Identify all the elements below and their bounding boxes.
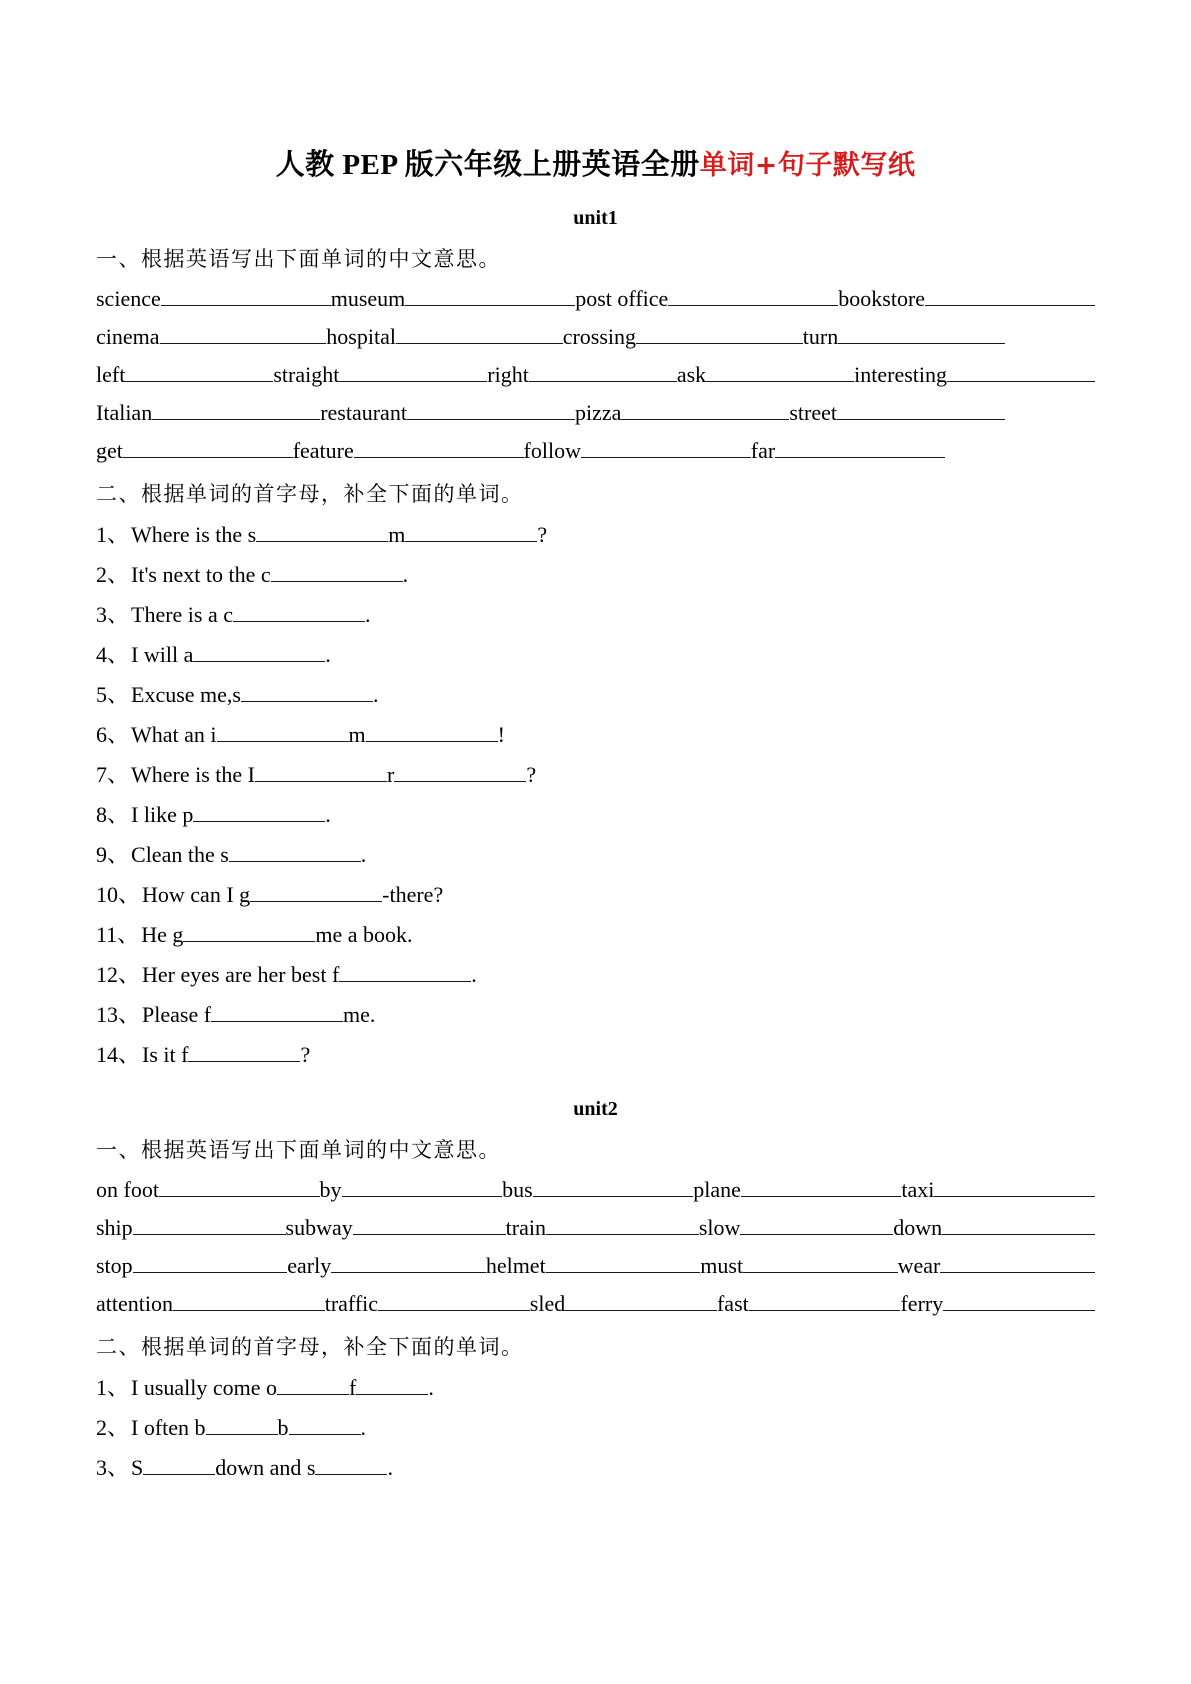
vocab-row xyxy=(96,279,1095,317)
item-text: He g xyxy=(141,922,184,947)
answer-blank[interactable] xyxy=(255,762,387,782)
vocab-word: on foot xyxy=(96,1177,159,1202)
answer-blank[interactable] xyxy=(256,522,388,542)
vocab-word: Italian xyxy=(96,400,153,425)
item-text: Please f xyxy=(142,1002,212,1027)
answer-blank[interactable] xyxy=(183,922,315,942)
unit-heading-1: unit1 xyxy=(573,207,618,229)
vocab-blank[interactable] xyxy=(636,324,803,344)
item-text-mid: r xyxy=(387,762,395,787)
sentence-item xyxy=(96,834,1095,874)
vocab-row xyxy=(96,393,1095,431)
item-text: Clean the s xyxy=(131,842,229,867)
vocab-word: early xyxy=(287,1253,332,1278)
item-number: 6、 xyxy=(96,722,130,747)
sentence-item xyxy=(96,514,1095,554)
vocab-word: helmet xyxy=(485,1253,546,1278)
vocab-word: plane xyxy=(693,1177,741,1202)
item-text: S xyxy=(131,1455,144,1480)
item-number: 2、 xyxy=(96,562,130,587)
vocab-word: museum xyxy=(330,286,406,311)
vocab-blank[interactable] xyxy=(123,438,293,458)
item-tail: . xyxy=(428,1375,434,1400)
vocab-blank[interactable] xyxy=(378,1291,530,1311)
vocab-blank[interactable] xyxy=(621,400,789,420)
vocab-word: turn xyxy=(802,324,839,349)
item-text-mid: m xyxy=(388,522,406,547)
vocab-blank[interactable] xyxy=(706,362,854,382)
sentence-item xyxy=(96,994,1095,1034)
section-heading-u1-part1: 一、根据英语写出下面单词的中文意思。 xyxy=(96,247,501,271)
vocab-row xyxy=(96,317,1095,355)
item-text: Where is the s xyxy=(131,522,257,547)
vocab-word: far xyxy=(750,438,776,463)
sentence-item xyxy=(96,754,1095,794)
item-text-mid: f xyxy=(349,1375,357,1400)
vocab-blank[interactable] xyxy=(925,286,1095,306)
answer-blank[interactable] xyxy=(143,1455,215,1475)
vocab-word: subway xyxy=(285,1215,353,1240)
answer-blank[interactable] xyxy=(229,842,361,862)
vocab-blank[interactable] xyxy=(353,1215,506,1235)
vocab-blank[interactable] xyxy=(529,362,677,382)
vocab-blank[interactable] xyxy=(533,1177,694,1197)
vocab-word: bus xyxy=(502,1177,533,1202)
answer-blank[interactable] xyxy=(277,1375,349,1395)
item-tail: me a book. xyxy=(315,922,413,947)
section-heading-u2-part2: 二、根据单词的首字母，补全下面的单词。 xyxy=(96,1335,524,1359)
vocab-word: ship xyxy=(96,1215,133,1240)
item-number: 13、 xyxy=(96,1002,141,1027)
vocab-blank[interactable] xyxy=(565,1291,717,1311)
sentence-item xyxy=(96,634,1095,674)
vocab-row xyxy=(96,1170,1095,1208)
item-tail: . xyxy=(360,1415,367,1440)
vocab-word: attention xyxy=(96,1291,173,1316)
sentence-item xyxy=(96,1407,1095,1447)
vocab-blank[interactable] xyxy=(838,324,1005,344)
answer-blank[interactable] xyxy=(271,562,403,582)
answer-blank[interactable] xyxy=(193,802,325,822)
vocab-word: left xyxy=(96,362,126,387)
sentence-item xyxy=(96,914,1095,954)
item-tail: . xyxy=(372,682,379,707)
item-number: 10、 xyxy=(96,882,141,907)
vocab-blank[interactable] xyxy=(354,438,524,458)
item-text: It's next to the c xyxy=(131,562,271,587)
vocab-blank[interactable] xyxy=(133,1253,288,1273)
sentence-item xyxy=(96,594,1095,634)
item-tail: . xyxy=(402,562,409,587)
item-text: What an i xyxy=(131,722,217,747)
item-text: Is it f xyxy=(142,1042,189,1067)
unit-heading-2: unit2 xyxy=(573,1098,618,1120)
vocab-word: get xyxy=(96,438,123,463)
vocab-blank[interactable] xyxy=(133,1215,286,1235)
vocab-word: bookstore xyxy=(838,286,926,311)
vocab-word: science xyxy=(96,286,161,311)
item-number: 11、 xyxy=(96,922,140,947)
page-title xyxy=(96,0,1095,183)
vocab-word: taxi xyxy=(901,1177,935,1202)
answer-blank[interactable] xyxy=(315,1455,387,1475)
item-number: 3、 xyxy=(96,602,130,627)
vocab-word: by xyxy=(319,1177,342,1202)
item-text: I usually come o xyxy=(131,1375,278,1400)
answer-blank[interactable] xyxy=(193,642,325,662)
answer-blank[interactable] xyxy=(241,682,373,702)
item-number: 1、 xyxy=(96,1375,130,1400)
vocab-word: straight xyxy=(273,362,340,387)
sentence-item xyxy=(96,954,1095,994)
item-number: 3、 xyxy=(96,1455,130,1480)
vocab-word: crossing xyxy=(562,324,637,349)
vocab-blank[interactable] xyxy=(125,362,273,382)
answer-blank[interactable] xyxy=(250,882,382,902)
item-tail: . xyxy=(387,1455,393,1480)
vocab-row xyxy=(96,355,1095,393)
sentence-item xyxy=(96,554,1095,594)
answer-blank[interactable] xyxy=(289,1415,361,1435)
item-number: 1、 xyxy=(96,522,130,547)
vocab-blank[interactable] xyxy=(749,1291,901,1311)
vocab-blank[interactable] xyxy=(837,400,1005,420)
item-text: How can I g xyxy=(142,882,251,907)
vocab-blank[interactable] xyxy=(743,1253,898,1273)
vocab-word: follow xyxy=(523,438,581,463)
item-tail: ? xyxy=(300,1042,311,1067)
vocab-blank[interactable] xyxy=(339,362,487,382)
vocab-word: sled xyxy=(529,1291,566,1316)
vocab-blank[interactable] xyxy=(161,286,331,306)
answer-blank[interactable] xyxy=(233,602,365,622)
item-text: Where is the I xyxy=(131,762,256,787)
item-tail: . xyxy=(325,642,331,667)
vocab-blank[interactable] xyxy=(741,1177,902,1197)
vocab-row xyxy=(96,1284,1095,1322)
vocab-blank[interactable] xyxy=(396,324,563,344)
sentence-item xyxy=(96,1367,1095,1407)
vocab-word: interesting xyxy=(854,362,948,387)
vocab-word: restaurant xyxy=(320,400,407,425)
vocab-word: ask xyxy=(676,362,707,387)
vocab-blank[interactable] xyxy=(173,1291,325,1311)
vocab-blank[interactable] xyxy=(152,400,320,420)
answer-blank[interactable] xyxy=(206,1415,278,1435)
vocab-word: fast xyxy=(716,1291,749,1316)
vocab-blank[interactable] xyxy=(943,1291,1095,1311)
vocab-blank[interactable] xyxy=(546,1253,701,1273)
vocab-blank[interactable] xyxy=(331,1253,486,1273)
sentence-item xyxy=(96,674,1095,714)
item-text: Excuse me,s xyxy=(131,682,241,707)
vocab-row xyxy=(96,1208,1095,1246)
vocab-blank[interactable] xyxy=(940,1253,1095,1273)
vocab-blank[interactable] xyxy=(546,1215,699,1235)
item-text: Her eyes are her best f xyxy=(142,962,340,987)
vocab-word: traffic xyxy=(324,1291,379,1316)
vocab-blank[interactable] xyxy=(159,1177,320,1197)
vocab-word: feature xyxy=(292,438,354,463)
item-number: 9、 xyxy=(96,842,130,867)
item-text: I will a xyxy=(131,642,194,667)
answer-blank[interactable] xyxy=(366,722,498,742)
vocab-word: pizza xyxy=(574,400,622,425)
vocab-blank[interactable] xyxy=(581,438,751,458)
item-number: 8、 xyxy=(96,802,130,827)
vocab-word: wear xyxy=(897,1253,941,1278)
item-text: I like p xyxy=(131,802,194,827)
answer-blank[interactable] xyxy=(188,1042,300,1062)
answer-blank[interactable] xyxy=(211,1002,343,1022)
vocab-row xyxy=(96,431,1095,469)
vocab-word: must xyxy=(700,1253,744,1278)
item-number: 2、 xyxy=(96,1415,130,1440)
sentence-item xyxy=(96,1034,1095,1074)
item-tail: -there? xyxy=(382,882,444,907)
vocab-row xyxy=(96,1246,1095,1284)
item-number: 5、 xyxy=(96,682,130,707)
answer-blank[interactable] xyxy=(405,522,537,542)
item-text: I often b xyxy=(131,1415,206,1440)
vocab-word: stop xyxy=(96,1253,133,1278)
sentence-item xyxy=(96,874,1095,914)
vocab-blank[interactable] xyxy=(160,324,327,344)
vocab-word: hospital xyxy=(326,324,396,349)
item-tail: me. xyxy=(343,1002,376,1027)
item-tail: ? xyxy=(537,522,548,547)
item-tail: . xyxy=(471,962,477,987)
vocab-blank[interactable] xyxy=(405,286,575,306)
item-number: 12、 xyxy=(96,962,141,987)
item-number: 7、 xyxy=(96,762,130,787)
item-tail: ? xyxy=(526,762,537,787)
vocab-word: cinema xyxy=(96,324,160,349)
sentence-item xyxy=(96,794,1095,834)
vocab-word: slow xyxy=(698,1215,741,1240)
vocab-word: street xyxy=(789,400,837,425)
vocab-word: ferry xyxy=(900,1291,944,1316)
vocab-blank[interactable] xyxy=(775,438,945,458)
item-tail: . xyxy=(365,602,371,627)
item-number: 14、 xyxy=(96,1042,141,1067)
answer-blank[interactable] xyxy=(394,762,526,782)
item-tail: . xyxy=(325,802,331,827)
item-tail: ! xyxy=(497,722,505,747)
answer-blank[interactable] xyxy=(356,1375,428,1395)
vocab-blank[interactable] xyxy=(934,1177,1095,1197)
vocab-blank[interactable] xyxy=(668,286,838,306)
item-tail: . xyxy=(360,842,367,867)
item-text: There is a c xyxy=(131,602,234,627)
item-text-mid: down and s xyxy=(215,1455,316,1480)
vocab-word: train xyxy=(505,1215,546,1240)
item-text-mid: b xyxy=(277,1415,289,1440)
sentence-item xyxy=(96,1447,1095,1487)
item-text-mid: m xyxy=(348,722,366,747)
answer-blank[interactable] xyxy=(339,962,471,982)
page-title-black: 人教 PEP 版六年级上册英语全册 xyxy=(275,149,700,181)
vocab-blank[interactable] xyxy=(407,400,575,420)
vocab-blank[interactable] xyxy=(942,1215,1095,1235)
vocab-blank[interactable] xyxy=(947,362,1095,382)
vocab-word: down xyxy=(893,1215,943,1240)
vocab-word: post office xyxy=(575,286,669,311)
sentence-item xyxy=(96,714,1095,754)
page-title-red: 单词+句子默写纸 xyxy=(699,150,916,181)
section-heading-u2-part1: 一、根据英语写出下面单词的中文意思。 xyxy=(96,1138,501,1162)
vocab-blank[interactable] xyxy=(740,1215,893,1235)
section-heading-u1-part2: 二、根据单词的首字母，补全下面的单词。 xyxy=(96,482,524,506)
vocab-blank[interactable] xyxy=(342,1177,503,1197)
item-number: 4、 xyxy=(96,642,130,667)
answer-blank[interactable] xyxy=(217,722,349,742)
vocab-word: right xyxy=(487,362,529,387)
